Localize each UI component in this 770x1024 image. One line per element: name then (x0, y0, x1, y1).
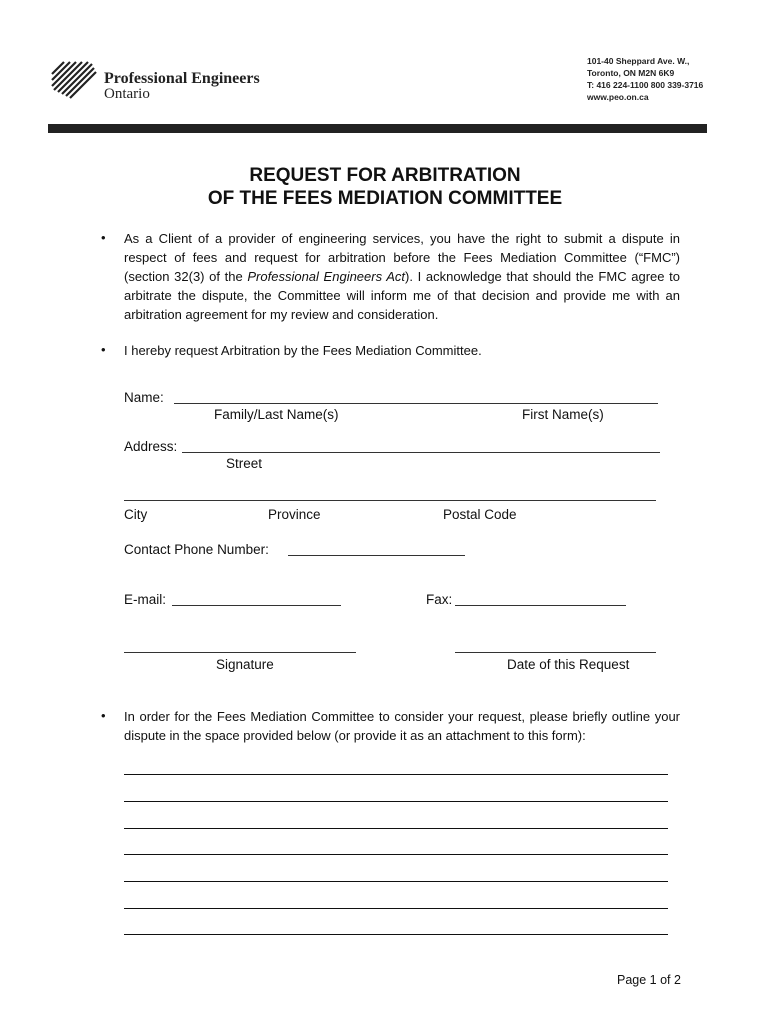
phone-input-line[interactable] (288, 555, 465, 556)
city-label: City (124, 507, 148, 522)
name-input-line[interactable] (174, 403, 658, 404)
dispute-line[interactable] (124, 774, 668, 775)
outline-instruction: In order for the Fees Mediation Committee to consider your request, please briefly outline your dispute in the space provided below (or provide it as an attachment to this form): (124, 709, 680, 743)
address-line-2: Toronto, ON M2N 6K9 (587, 68, 675, 78)
phone-line: T: 416 224-1100 800 339-3716 (587, 80, 704, 90)
website: www.peo.on.ca (587, 92, 649, 102)
email-input-line[interactable] (172, 605, 341, 606)
request-statement: I hereby request Arbitration by the Fees Mediation Committee. (124, 343, 482, 358)
page-title-line-2: OF THE FEES MEDIATION COMMITTEE (207, 188, 563, 209)
dispute-line[interactable] (124, 934, 668, 935)
page-number: Page 1 of 2 (617, 973, 681, 987)
postal-code-label: Postal Code (443, 507, 517, 522)
peo-logo-icon (48, 52, 98, 100)
signature-label: Signature (216, 657, 274, 672)
dispute-line[interactable] (124, 828, 668, 829)
intro-text-2: ). I acknowledge that should the FMC agree to arbitrate the dispute, the Committee will inform me of that decision and provide me with an arbitration agreement for my review and consideration. (124, 269, 680, 322)
first-name-label: First Name(s) (522, 407, 604, 422)
bullet-3: • (101, 708, 106, 723)
bullet-2: • (101, 342, 106, 357)
date-label: Date of this Request (507, 657, 630, 672)
email-label: E-mail: (124, 592, 167, 607)
name-label: Name: (124, 390, 164, 405)
intro-paragraph (124, 229, 680, 324)
contact-block (587, 55, 703, 103)
dispute-line[interactable] (124, 908, 668, 909)
org-name: Professional Engineers (104, 70, 260, 87)
date-input-line[interactable] (455, 652, 656, 653)
dispute-line[interactable] (124, 881, 668, 882)
dispute-line[interactable] (124, 801, 668, 802)
family-name-label: Family/Last Name(s) (214, 407, 339, 422)
signature-input-line[interactable] (124, 652, 356, 653)
address-line-1: 101-40 Sheppard Ave. W., (587, 56, 690, 66)
phone-label: Contact Phone Number: (124, 542, 269, 557)
org-sub: Ontario (104, 86, 150, 102)
dispute-line[interactable] (124, 854, 668, 855)
page-title-line-1: REQUEST FOR ARBITRATION (249, 165, 521, 186)
province-label: Province (268, 507, 321, 522)
fax-input-line[interactable] (455, 605, 626, 606)
street-input-line[interactable] (182, 452, 660, 453)
bullet-1: • (101, 230, 106, 245)
street-label: Street (226, 456, 263, 471)
act-name: Professional Engineers Act (247, 269, 406, 284)
header-divider (48, 124, 707, 133)
address-label: Address: (124, 439, 178, 454)
fax-label: Fax: (426, 592, 453, 607)
intro-text-1: As a Client of a provider of engineering services, you have the right to submit a dispute in respect of fees and request for arbitration before the Fees Mediation Committee (“FMC”) (section 32(3) of the (124, 231, 680, 284)
city-province-postal-input-line[interactable] (124, 500, 656, 501)
